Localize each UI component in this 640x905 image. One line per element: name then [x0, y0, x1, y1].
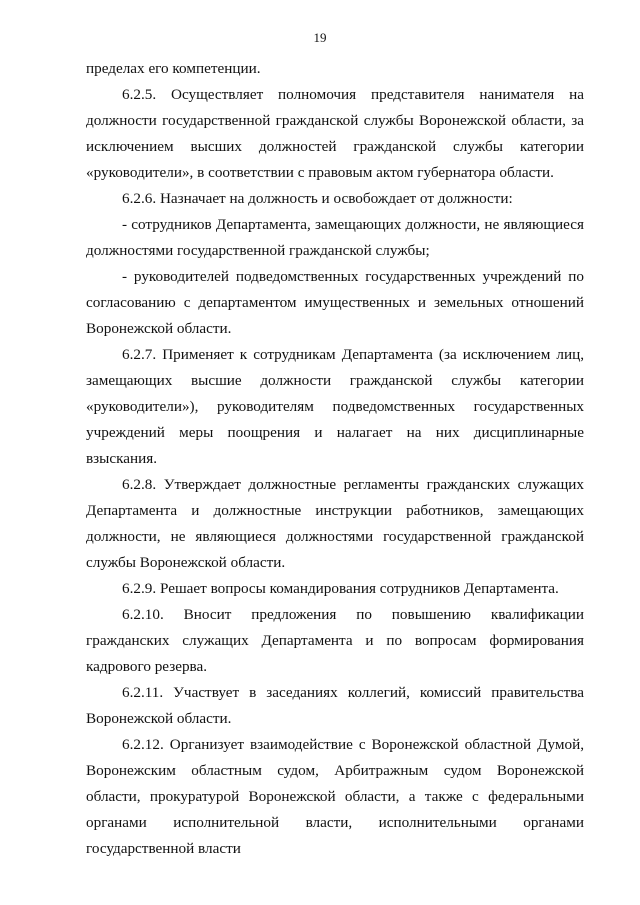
paragraph-6-2-11: 6.2.11. Участвует в заседаниях коллегий, комиссий правительства Воронежской области. [86, 684, 584, 727]
document-body [86, 56, 584, 862]
paragraph-6-2-7: 6.2.7. Применяет к сотрудникам Департамента (за исключением лиц, замещающих высшие должности гражданской службы категории «руководители»), руководителям подведомственных государственных учреждений меры поощрения и налагает на них дисциплинарные взыскания. [86, 346, 584, 467]
paragraph-6-2-9: 6.2.9. Решает вопросы командирования сотрудников Департамента. [122, 580, 559, 597]
paragraph-6-2-5: 6.2.5. Осуществляет полномочия представителя нанимателя на должности государственной гражданской службы Воронежской области, за исключением высших должностей гражданской службы категории «руководители», в соответствии с правовым актом губернатора области. [86, 86, 584, 181]
paragraph-continuation: пределах его компетенции. [86, 60, 261, 77]
paragraph-6-2-6: 6.2.6. Назначает на должность и освобождает от должности: [122, 190, 513, 207]
list-item-employees: - сотрудников Департамента, замещающих должности, не являющиеся должностями государственной гражданской службы; [86, 216, 584, 259]
page-number: 19 [313, 30, 327, 45]
list-item-heads: - руководителей подведомственных государственных учреждений по согласованию с департаментом имущественных и земельных отношений Воронежской области. [86, 268, 584, 337]
paragraph-6-2-8: 6.2.8. Утверждает должностные регламенты гражданских служащих Департамента и должностные инструкции работников, замещающих должности, не являющиеся должностями государственной гражданской службы Воронежской области. [86, 476, 584, 571]
paragraph-6-2-10: 6.2.10. Вносит предложения по повышению квалификации гражданских служащих Департамента и по вопросам формирования кадрового резерва. [86, 606, 584, 675]
paragraph-6-2-12: 6.2.12. Организует взаимодействие с Воронежской областной Думой, Воронежским областным судом, Арбитражным судом Воронежской области, прокуратурой Воронежской области, а также с федеральными органами исполнительной власти, исполнительными органами государственной власти [86, 736, 584, 857]
